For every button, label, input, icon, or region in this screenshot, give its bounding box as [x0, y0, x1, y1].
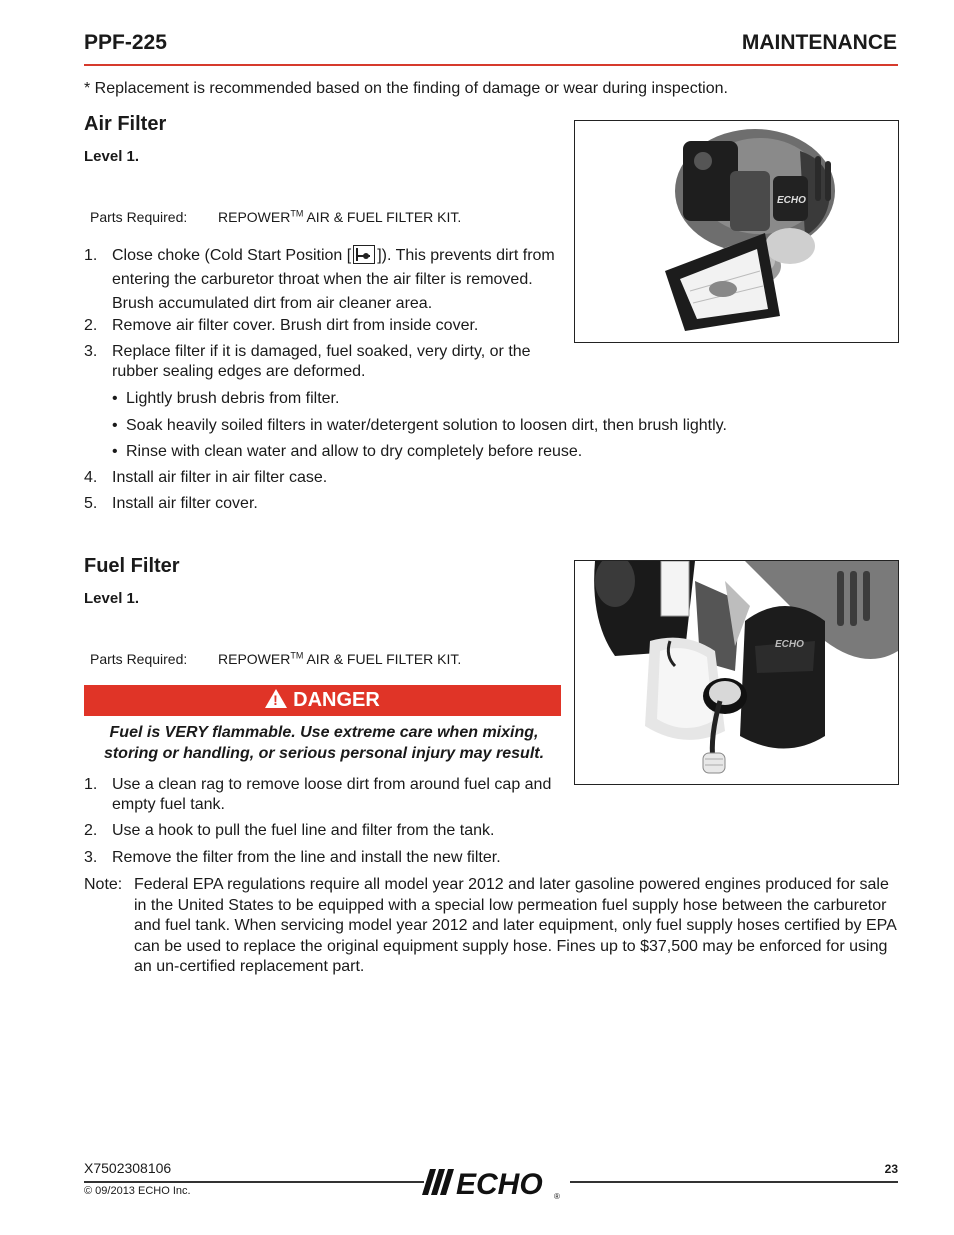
list-item: 4. Install air filter in air filter case.: [84, 469, 328, 486]
air-filter-steps-2: [84, 316, 564, 336]
logo-registered-mark: ®: [554, 1192, 560, 1201]
warning-triangle-icon: !: [265, 689, 287, 708]
footer-rule-right: [570, 1181, 898, 1183]
parts-value: REPOWER™ AIR & FUEL FILTER KIT.: [218, 650, 462, 667]
parts-label: Parts Required:: [90, 208, 188, 225]
copyright: © 09/2013 ECHO Inc.: [84, 1185, 191, 1197]
air-filter-photo: [574, 120, 899, 343]
list-item: 5. Install air filter cover.: [84, 495, 258, 512]
page-number: 23: [884, 1162, 898, 1176]
list-item: 2. Use a hook to pull the fuel line and filter from the tank.: [84, 822, 495, 839]
air-filter-title: Air Filter: [84, 113, 167, 135]
header-section: MAINTENANCE: [741, 31, 897, 54]
air-filter-steps-4: [84, 468, 564, 514]
epa-note: [84, 875, 898, 978]
note-label: Note:: [84, 876, 123, 893]
list-item: 3. Replace filter if it is damaged, fuel soaked, very dirty, or the rubber sealing edges are deformed.: [84, 343, 531, 380]
list-item: 3. Remove the filter from the line and install the new filter.: [84, 849, 501, 866]
fuel-filter-photo: [574, 560, 899, 785]
header-rule: [84, 64, 898, 66]
fuel-filter-parts: [90, 650, 461, 667]
list-item: • Soak heavily soiled filters in water/detergent solution to loosen dirt, then brush lightly.: [112, 416, 892, 436]
danger-banner: [84, 685, 561, 716]
danger-warning-text: Fuel is VERY flammable. Use extreme care when mixing, storing or handling, or serious personal injury may result.: [103, 724, 545, 762]
air-filter-steps: [84, 244, 562, 316]
fuel-filter-illustration: [575, 561, 898, 784]
air-filter-bullets: [112, 389, 892, 462]
list-item: • Rinse with clean water and allow to dry completely before reuse.: [112, 442, 892, 462]
engine-brand-label: ECHO: [775, 639, 804, 650]
choke-closed-icon: [353, 245, 375, 264]
fuel-filter-title: Fuel Filter: [84, 555, 180, 577]
air-filter-illustration: [575, 121, 898, 342]
fuel-filter-steps: [84, 775, 562, 868]
document-code: X7502308106: [84, 1160, 172, 1176]
note-text: Federal EPA regulations require all model year 2012 and later gasoline powered engines produced for sale in the United States to be equipped with a special low permeation fuel supply hose between the carburetor and fuel tank. When servicing model year 2012 and later equipment, only fuel supply hoses certified by EPA can be used to replace the original equipment supply hose. Fines up to $37,500 may be enforced for using an un-certified replacement part.: [134, 876, 896, 975]
fuel-filter-level: Level 1.: [84, 590, 140, 607]
replacement-note: * Replacement is recommended based on the finding of damage or wear during inspection.: [84, 80, 728, 97]
list-item: 2. Remove air filter cover. Brush dirt from inside cover.: [84, 317, 479, 334]
air-filter-parts: [90, 208, 461, 225]
echo-logo: [420, 1163, 565, 1201]
air-filter-steps-3: [84, 342, 564, 382]
engine-brand-label: ECHO: [777, 195, 806, 206]
list-item: • Lightly brush debris from filter.: [112, 389, 892, 409]
header-model: PPF-225: [84, 31, 167, 54]
logo-text: ECHO: [456, 1168, 543, 1201]
footer-rule-left: [84, 1181, 424, 1183]
parts-value: REPOWER™ AIR & FUEL FILTER KIT.: [218, 208, 462, 225]
parts-label: Parts Required:: [90, 650, 188, 667]
danger-label: DANGER: [293, 689, 380, 711]
list-item: 1. Close choke (Cold Start Position [ ]). This prevents dirt from entering the carburetor throat when the air filter is removed. Brush accumulated dirt from air cleaner area.: [84, 247, 555, 312]
list-item: 1. Use a clean rag to remove loose dirt from around fuel cap and empty fuel tank.: [84, 776, 552, 813]
air-filter-level: Level 1.: [84, 148, 140, 165]
